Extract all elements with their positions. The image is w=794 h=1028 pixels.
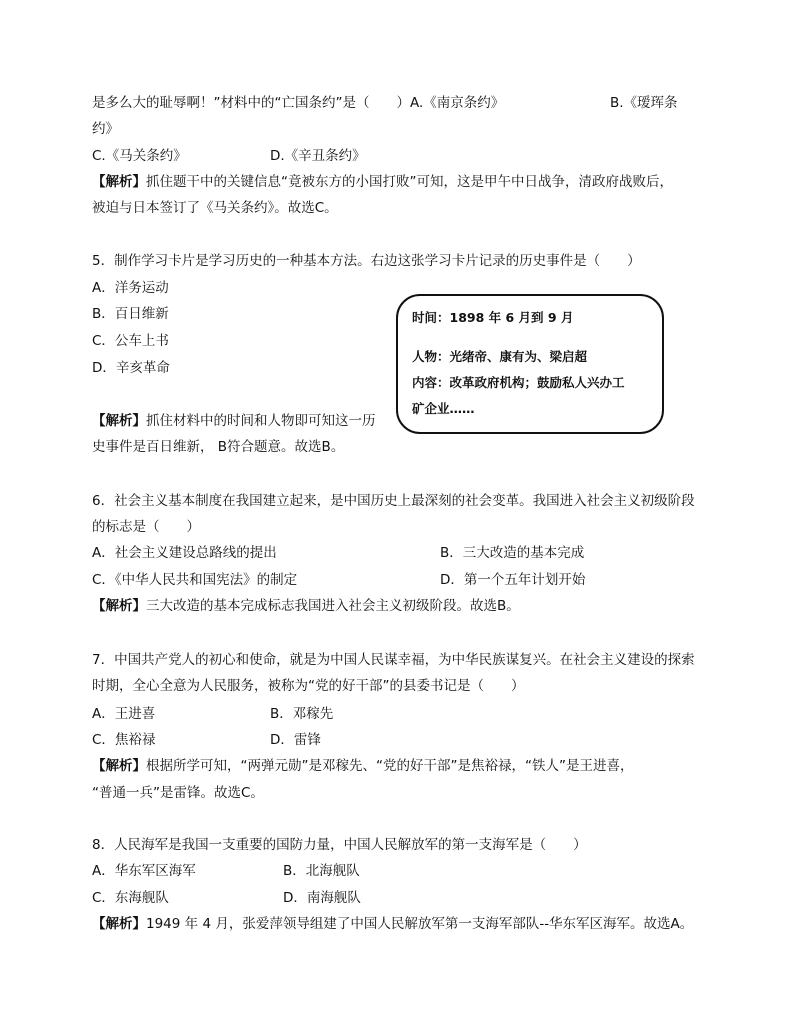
q6-option-b: B．三大改造的基本完成	[440, 545, 585, 561]
q8-option-b: B．北海舰队	[283, 863, 360, 879]
analysis-text: 抓住题干中的关键信息“竟被东方的小国打败”可知，这是甲午中日战争，清政府战败后，	[146, 174, 673, 190]
card-time: 时间：1898 年 6 月到 9 月	[412, 310, 574, 325]
q5-option-a: A．洋务运动	[92, 280, 169, 296]
q5-option-c: C．公车上书	[92, 333, 169, 349]
q8-stem: 8．人民海军是我国一支重要的国防力量，中国人民解放军的第一支海军是（ ）	[92, 837, 587, 853]
card-content-line2: 矿企业……	[412, 401, 475, 416]
q6-option-c: C．《中华人民共和国宪法》的制定	[92, 572, 298, 588]
q8-analysis	[92, 915, 693, 933]
analysis-text: 根据所学可知，“两弹元勋”是邓稼先、“党的好干部”是焦裕禄，“铁人”是王进喜，	[146, 758, 634, 774]
q5-analysis-line2: 史事件是百日维新， B符合题意。故选B。	[92, 439, 345, 455]
q4-option-d: D.《辛丑条约》	[270, 148, 366, 164]
q5-analysis-line1	[92, 412, 376, 430]
q4-analysis-line2: 被迫与日本签订了《马关条约》。故选C。	[92, 200, 338, 216]
analysis-label: 【解析】	[92, 174, 146, 190]
q7-stem-line1: 7．中国共产党人的初心和使命，就是为中国人民谋幸福，为中华民族谋复兴。在社会主义建设的探索	[92, 652, 695, 668]
q7-option-a: A．王进喜	[92, 706, 156, 722]
analysis-label: 【解析】	[92, 916, 146, 932]
q4-option-c: C.《马关条约》	[92, 148, 187, 164]
q5-stem: 5．制作学习卡片是学习历史的一种基本方法。右边这张学习卡片记录的历史事件是（ ）	[92, 253, 641, 269]
q8-option-c: C．东海舰队	[92, 890, 169, 906]
q8-option-a: A．华东军区海军	[92, 863, 196, 879]
card-people: 人物：光绪帝、康有为、梁启超	[412, 349, 588, 364]
analysis-label: 【解析】	[92, 413, 146, 429]
analysis-text: 1949 年 4 月，张爱萍领导组建了中国人民解放军第一支海军部队--华东军区海军。故选A。	[146, 916, 694, 932]
q7-option-d: D．雷锋	[270, 732, 321, 748]
q4-analysis-line1	[92, 173, 673, 191]
q6-analysis	[92, 597, 520, 615]
q8-option-d: D．南海舰队	[283, 890, 361, 906]
q6-option-d: D．第一个五年计划开始	[440, 572, 586, 588]
analysis-text: 抓住材料中的时间和人物即可知这一历	[146, 413, 376, 429]
q5-option-b: B．百日维新	[92, 306, 169, 322]
q4-option-b: B.《瑷珲条	[610, 95, 678, 111]
analysis-text: 三大改造的基本完成标志我国进入社会主义初级阶段。故选B。	[146, 598, 520, 614]
q7-analysis-line2: “普通一兵”是雷锋。故选C。	[92, 785, 264, 801]
q7-stem-line2: 时期，全心全意为人民服务，被称为“党的好干部”的县委书记是（ ）	[92, 678, 525, 694]
q6-stem-line1: 6．社会主义基本制度在我国建立起来，是中国历史上最深刻的社会变革。我国进入社会主义初级阶段	[92, 493, 695, 509]
card-content-line1: 内容：改革政府机构；鼓励私人兴办工	[412, 375, 625, 390]
q5-option-d: D．辛亥革命	[92, 360, 170, 376]
analysis-label: 【解析】	[92, 598, 146, 614]
q6-option-a: A．社会主义建设总路线的提出	[92, 545, 277, 561]
q7-option-c: C．焦裕禄	[92, 732, 156, 748]
q4-stem-line1: 是多么大的耻辱啊！”材料中的“亡国条约”是（ ）A.《南京条约》	[92, 95, 505, 111]
q7-analysis-line1	[92, 757, 633, 775]
study-card	[396, 294, 664, 434]
q6-stem-line2: 的标志是（ ）	[92, 519, 200, 535]
q7-option-b: B．邓稼先	[270, 706, 334, 722]
analysis-label: 【解析】	[92, 758, 146, 774]
q4-stem-line2: 约》	[92, 121, 119, 137]
